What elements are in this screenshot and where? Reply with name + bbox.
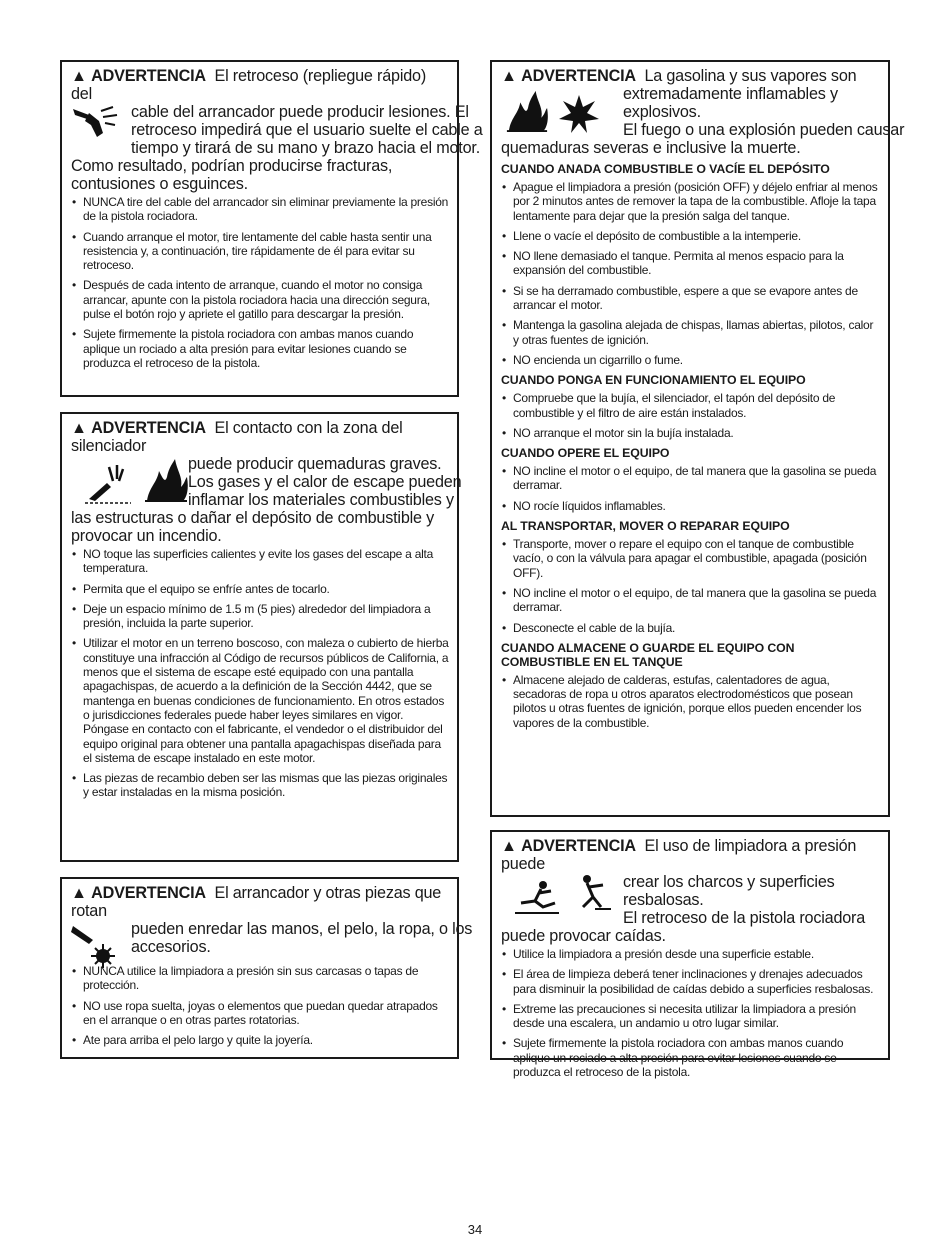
bullet-list	[501, 180, 880, 367]
fire-icon	[505, 89, 549, 133]
warning-line: Los gases y el calor de escape pueden	[188, 473, 462, 491]
fire-icon	[143, 457, 189, 503]
list-item: • NO llene demasiado el tanque. Permita al menos espacio para la expansión del combustible.	[501, 249, 880, 278]
warning-intro	[501, 873, 880, 945]
bullet-list	[501, 537, 880, 635]
list-item: • Permita que el equipo se enfríe antes de tocarlo.	[71, 582, 449, 596]
warning-header	[71, 884, 449, 920]
list-item: • NO incline el motor o el equipo, de tal manera que la gasolina se pueda derramar.	[501, 586, 880, 615]
list-item: • Transporte, mover o repare el equipo con el tanque de combustible vacío, o con la válvula para apagar el combustible, apagada (posición OFF).	[501, 537, 880, 580]
warning-line: El uso de limpiadora a presión puede	[501, 837, 857, 873]
warning-line: El retroceso (repliegue rápido) del	[71, 67, 427, 103]
list-item: • Las piezas de recambio deben ser las mismas que las piezas originales y estar instaladas en la misma posición.	[71, 771, 449, 800]
warning-line: El arrancador y otras piezas que rotan	[71, 884, 442, 920]
warning-intro	[71, 103, 483, 193]
list-item: • Si se ha derramado combustible, espere a que se evapore antes de arrancar el motor.	[501, 284, 880, 313]
warning-line: pueden enredar las manos, el pelo, la ropa, o los	[131, 920, 473, 938]
warning-label: ADVERTENCIA	[91, 419, 206, 437]
warning-line: El retroceso de la pistola rociadora	[623, 909, 866, 927]
section-heading: AL TRANSPORTAR, MOVER O REPARAR EQUIPO	[501, 519, 790, 534]
warning-line: inflamar los materiales combustibles y	[188, 491, 454, 509]
section-heading: CUANDO OPERE EL EQUIPO	[501, 446, 670, 461]
warning-intro	[501, 85, 905, 157]
page-number: 34	[467, 1222, 483, 1237]
warning-line: las estructuras o dañar el depósito de combustible y	[71, 509, 435, 527]
list-item: • Extreme las precauciones si necesita utilizar la limpiadora a presión desde una escalera, un andamio u otro lugar similar.	[501, 1002, 880, 1031]
list-item: • Compruebe que la bujía, el silenciador, el tapón del depósito de combustible y el filtro de aire están instalados.	[501, 391, 880, 420]
warning-box-kickback	[60, 60, 483, 397]
list-item: • NUNCA utilice la limpiadora a presión sin sus carcasas o tapas de protección.	[71, 964, 449, 993]
list-item: • NO rocíe líquidos inflamables.	[501, 499, 880, 513]
warning-triangle-icon: ▲	[71, 884, 87, 902]
warning-header	[501, 67, 880, 85]
warning-box-muffler	[60, 412, 462, 862]
bullet-list	[501, 947, 880, 1079]
warning-label: ADVERTENCIA	[521, 67, 636, 85]
warning-line: quemaduras severas e inclusive la muerte.	[501, 139, 801, 157]
warning-header	[71, 419, 449, 455]
warning-intro	[71, 455, 462, 545]
bullet-list	[501, 464, 880, 513]
list-item: • NO incline el motor o el equipo, de tal manera que la gasolina se pueda derramar.	[501, 464, 880, 493]
kickback-hand-icon	[69, 103, 125, 143]
list-item: • NUNCA tire del cable del arrancador sin eliminar previamente la presión de la pistola rociadora.	[71, 195, 449, 224]
list-item: • NO use ropa suelta, joyas o elementos que puedan quedar atrapados en el arranque o en otras partes rotatorias.	[71, 999, 449, 1028]
warning-line: extremadamente inflamables y	[623, 85, 838, 103]
warning-header	[501, 837, 880, 873]
list-item: • Después de cada intento de arranque, cuando el motor no consiga arrancar, apunte con la pistola rociadora hacia una dirección segura, pulse el botón rojo y apriete el gatillo para descargar la presión.	[71, 278, 449, 321]
list-item: • Almacene alejado de calderas, estufas, calentadores de agua, secadoras de ropa u otros aparatos electrodomésticos que posean pilotos u otras fuentes de ignición, porque ellos pueden encender los vapores de la combustible.	[501, 673, 880, 730]
explosion-icon	[557, 89, 601, 133]
warning-triangle-icon: ▲	[71, 419, 87, 437]
warning-line: retroceso impedirá que el usuario suelte el cable a	[131, 121, 483, 139]
list-item: • Sujete firmemente la pistola rociadora con ambas manos cuando aplique un rociado a alta presión para evitar lesiones cuando se produzca el retroceso de la pistola.	[501, 1036, 880, 1079]
warning-triangle-icon: ▲	[501, 67, 517, 85]
bullet-list	[501, 673, 880, 730]
list-item: • Sujete firmemente la pistola rociadora con ambas manos cuando aplique un rociado a alta presión para evitar lesiones cuando se produzca el retroceso de la pistola.	[71, 327, 449, 370]
warning-line: puede producir quemaduras graves.	[188, 455, 442, 473]
hot-surface-icon	[83, 459, 133, 505]
list-item: • Deje un espacio mínimo de 1.5 m (5 pies) alrededor del limpiadora a presión, incluida la parte superior.	[71, 602, 449, 631]
warning-line: cable del arrancador puede producir lesiones. El	[131, 103, 469, 121]
bullet-list	[501, 391, 880, 440]
bullet-list	[71, 195, 449, 370]
list-item: • Mantenga la gasolina alejada de chispas, llamas abiertas, pilotos, calor y otras fuentes de ignición.	[501, 318, 880, 347]
list-item: • Apague el limpiadora a presión (posición OFF) y déjelo enfriar al menos por 2 minutos antes de remover la tapa de la combustible. Afloje la tapa lentamente para dejar que la presión salga del tanque.	[501, 180, 880, 223]
warning-line: Como resultado, podrían producirse fracturas,	[71, 157, 393, 175]
warning-line: tiempo y tirará de su mano y brazo hacia el motor.	[131, 139, 480, 157]
warning-line: accesorios.	[131, 938, 211, 956]
warning-line: El contacto con la zona del silenciador	[71, 419, 403, 455]
warning-box-slippery	[490, 830, 890, 1080]
list-item: • NO arranque el motor sin la bujía instalada.	[501, 426, 880, 440]
warning-box-rotating-parts	[60, 877, 473, 1059]
warning-line: resbalosas.	[623, 891, 704, 909]
list-item: • Utilice la limpiadora a presión desde una superficie estable.	[501, 947, 880, 961]
list-item: • NO encienda un cigarrillo o fume.	[501, 353, 880, 367]
list-item: • Utilizar el motor en un terreno boscoso, con maleza o cubierto de hierba constituye una infracción al Código de recursos públicos de California, a menos que el sistema de escape esté equipado con una pantalla apagachispas, de acuerdo a la definición de la Sección 4442, que se mantenga en buenas condiciones de funcionamiento. En otros estados o jurisdicciones federales puede haber leyes similares en vigor. Póngase en contacto con el fabricante, el vendedor o el distribuidor del equipo original para obtener una pantalla apagachispas diseñada para el sistema de escape instalado en este motor.	[71, 636, 449, 765]
warning-box-gasoline	[490, 60, 905, 817]
recoil-hazard-icon	[573, 873, 613, 913]
warning-line: El fuego o una explosión pueden causar	[623, 121, 905, 139]
section-heading: CUANDO ALMACENE O GUARDE EL EQUIPO CON COMBUSTIBLE EN EL TANQUE	[501, 640, 795, 669]
list-item: • Ate para arriba el pelo largo y quite la joyería.	[71, 1033, 449, 1047]
warning-triangle-icon: ▲	[501, 837, 517, 855]
list-item: • Cuando arranque el motor, tire lentamente del cable hasta sentir una resistencia y, a continuación, tire rápidamente de él para evitar su retroceso.	[71, 230, 449, 273]
bullet-list	[71, 547, 449, 800]
bullet-list	[71, 964, 449, 1047]
warning-line: explosivos.	[623, 103, 701, 121]
warning-intro	[71, 920, 473, 956]
warning-label: ADVERTENCIA	[91, 884, 206, 902]
warning-line: puede provocar caídas.	[501, 927, 666, 945]
warning-triangle-icon: ▲	[71, 67, 87, 85]
warning-line: La gasolina y sus vapores son	[644, 67, 857, 85]
list-item: • Llene o vacíe el depósito de combustible a la intemperie.	[501, 229, 880, 243]
list-item: • NO toque las superficies calientes y evite los gases del escape a alta temperatura.	[71, 547, 449, 576]
section-heading: CUANDO PONGA EN FUNCIONAMIENTO EL EQUIPO	[501, 373, 806, 388]
warning-line: contusiones o esguinces.	[71, 175, 248, 193]
list-item: • El área de limpieza deberá tener inclinaciones y drenajes adecuados para disminuir la posibilidad de caídas debido a superficies resbalosas.	[501, 967, 880, 996]
list-item: • Desconecte el cable de la bujía.	[501, 621, 880, 635]
warning-label: ADVERTENCIA	[521, 837, 636, 855]
entanglement-icon	[69, 922, 115, 968]
section-heading: CUANDO ANADA COMBUSTIBLE O VACÍE EL DEPÓSITO	[501, 162, 830, 176]
warning-line: provocar un incendio.	[71, 527, 222, 545]
warning-line: crear los charcos y superficies	[623, 873, 835, 891]
warning-header	[71, 67, 449, 103]
slip-hazard-icon	[513, 877, 561, 917]
warning-label: ADVERTENCIA	[91, 67, 206, 85]
